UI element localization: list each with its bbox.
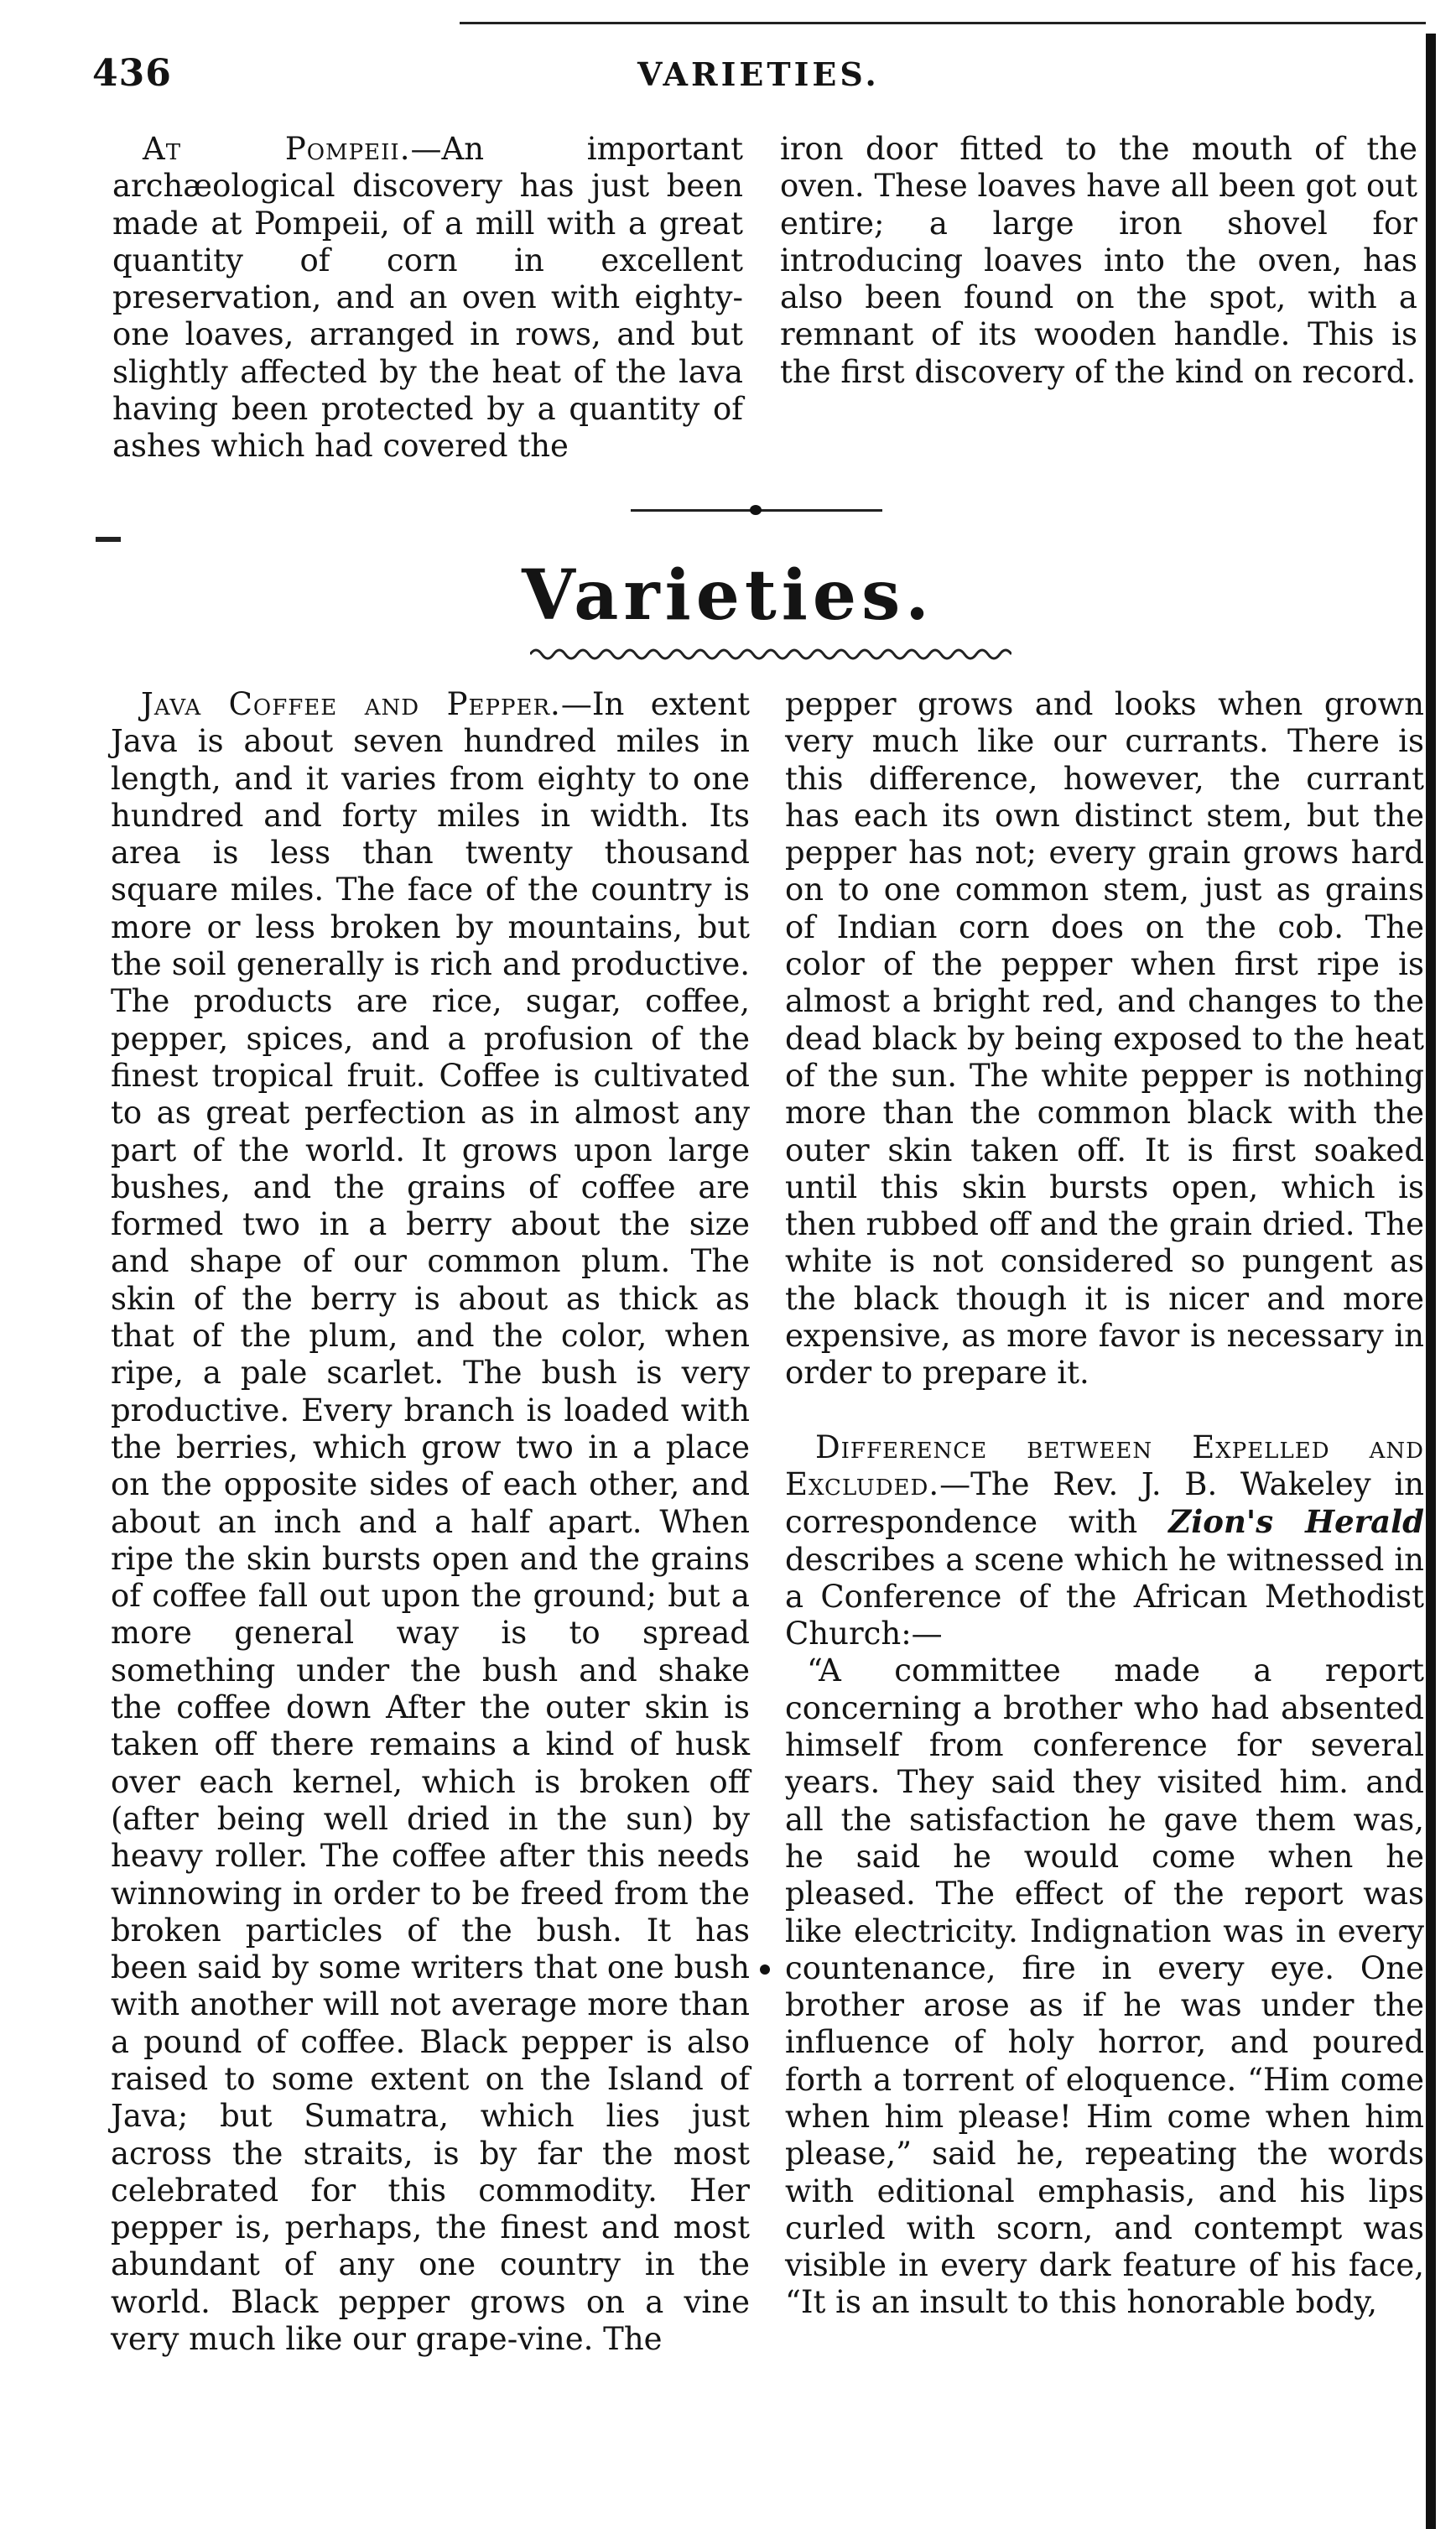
- pompeii-column-1: [112, 131, 743, 466]
- java-text-2: pepper grows and looks when grown very much like our currants. There is this difference, however, the currant has each its own distinct stem, but the pepper has not; every grain grows hard on to one common stem, just as grains of Indian corn does on the cob. The color of the pepper when first ripe is almost a bright red, and changes to the dead black by being exposed to the heat of the sun. The white pepper is nothing more than the common black with the outer skin taken off. It is first soaked until this skin bursts open, which is then rubbed off and the grain dried. The white is not considered so pungent as the black though it is nicer and more expensive, as more favor is necessary in order to prepare it.: [785, 686, 1424, 1392]
- page-number: 436: [92, 52, 172, 95]
- java-column-2: [785, 686, 1424, 2322]
- java-paragraph: [111, 686, 750, 2358]
- margin-mark: [96, 537, 121, 542]
- page-header: [92, 52, 1417, 102]
- java-column-1: [111, 686, 750, 2358]
- expelled-paragraph: [785, 1429, 1424, 1653]
- top-rule: [460, 22, 1426, 24]
- expelled-quote: “A committee made a report concerning a brother who had absented himself from conference for several years. They said they visited him. and all the satisfaction he gave them was, he said he would come when he pleased. The effect of the report was like electricity. Indignation was in every countenance, fire in every eye. One brother arose as if he was under the influence of holy horror, and poured forth a torrent of eloquence. “Him come when him please! Him come when him please,” said he, repeating the words with editional emphasis, and his lips curled with scorn, and contempt was visible in every dark feature of his face, “It is an insult to this honorable body,: [785, 1652, 1424, 2321]
- divider-dot: [750, 505, 762, 515]
- pompeii-column-2: [780, 131, 1417, 391]
- pompeii-text-1: —An important archæological discovery has just been made at Pompeii, of a mill with a great quantity of corn in excellent preservation, and an oven with eighty-one loaves, arranged in rows, and but slightly affected by the heat of the lava having been protected by a quantity of ashes which had covered the: [112, 131, 743, 465]
- expelled-intro-rest: describes a scene which he witnessed in a Conference of the African Methodist Church:—: [785, 1541, 1424, 1652]
- pompeii-paragraph: [112, 131, 743, 466]
- running-head: VARIETIES.: [637, 55, 880, 93]
- page-edge-rule: [1426, 34, 1436, 2529]
- section-title: Varieties.: [522, 555, 934, 636]
- pompeii-text-2: iron door fitted to the mouth of the oven. These loaves have all been got out entire; a large iron shovel for introducing loaves into the oven, has also been found on the spot, with a remnant of its wooden handle. This is the first discovery of the kind on record.: [780, 131, 1417, 390]
- wavy-ornament: [530, 644, 1011, 664]
- pompeii-title: At Pompeii.: [143, 131, 411, 167]
- expelled-title: Difference between Expelled and Excluded.: [785, 1428, 1424, 1502]
- journal-name: Zion's Herald: [1168, 1503, 1424, 1541]
- margin-bullet: [760, 1964, 770, 1975]
- java-title: Java Coffee and Pepper.: [141, 686, 561, 722]
- paragraph-gap: [785, 1392, 1424, 1429]
- expelled-intro: —The Rev. J. B. Wakeley in correspondence with: [785, 1465, 1424, 1541]
- java-text-1: —In extent Java is about seven hundred miles in length, and it varies from eighty to one hundred and forty miles in width. Its area is less than twenty thousand square miles. The face of the country is more or less broken by mountains, but the soil generally is rich and productive. The products are rice, sugar, coffee, pepper, spices, and a profusion of the finest tropical fruit. Coffee is cultivated to as great perfection as in almost any part of the world. It grows upon large bushes, and the grains of coffee are formed two in a berry about the size and shape of our common plum. The skin of the berry is about as thick as that of the plum, and the color, when ripe, a pale scarlet. The bush is very productive. Every branch is loaded with the berries, which grow two in a place on the opposite sides of each other, and about an inch and a half apart. When ripe the skin bursts open and the grains of coffee fall out upon the ground; but a more general way is to spread something under the bush and shake the coffee down After the outer skin is taken off there remains a kind of husk over each kernel, which is broken off (after being well dried in the sun) by heavy roller. The coffee after this needs winnowing in order to be freed from the broken particles of the bush. It has been said by some writers that one bush with another will not average more than a pound of coffee. Black pepper is also raised to some extent on the Island of Java; but Sumatra, which lies just across the straits, is by far the most celebrated for this commodity. Her pepper is, perhaps, the finest and most abundant of any one country in the world. Black pepper grows on a vine very much like our grape-vine. The: [111, 686, 750, 2358]
- article-divider: [631, 503, 882, 517]
